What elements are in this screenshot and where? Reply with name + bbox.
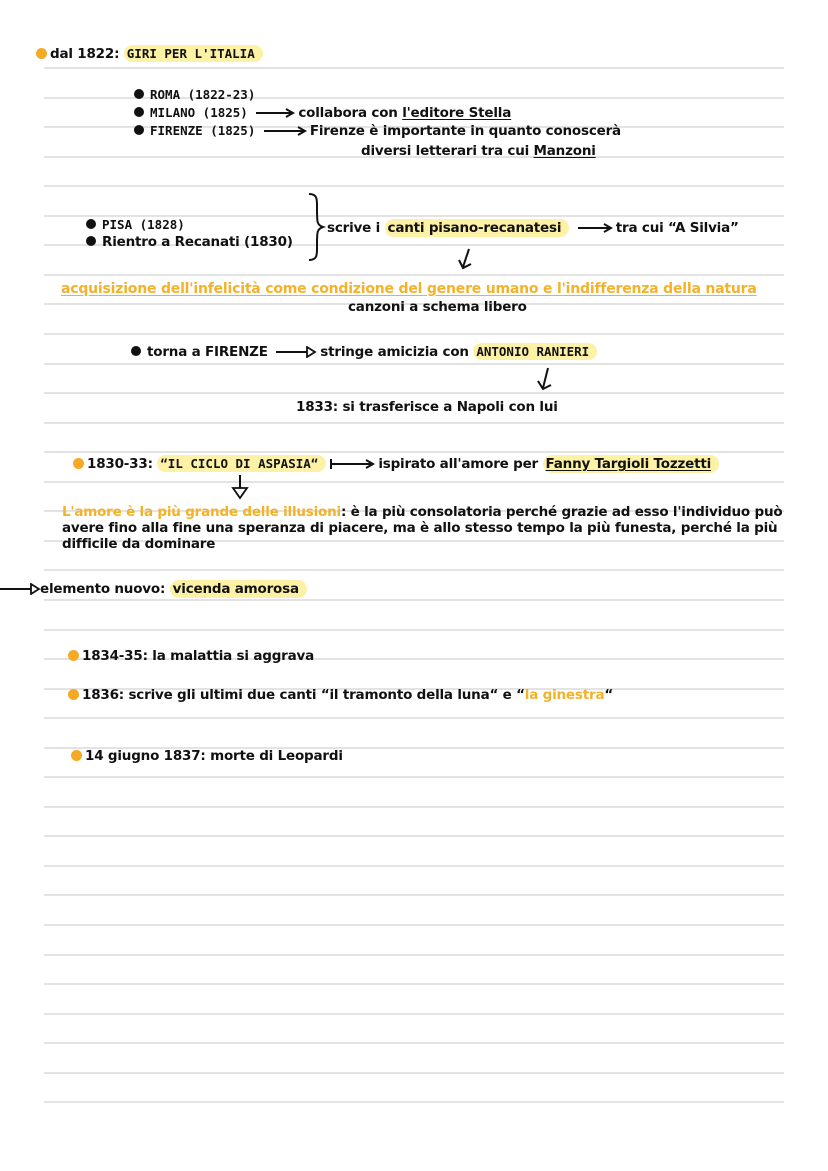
rule-line <box>44 481 784 483</box>
right-arrow-icon <box>329 458 375 470</box>
hollow-arrow-icon <box>0 583 40 595</box>
rule-line <box>44 894 784 896</box>
down-arrow-icon <box>535 366 555 392</box>
hollow-arrow-icon <box>275 346 317 358</box>
rule-line <box>44 717 784 719</box>
rule-line <box>44 1042 784 1044</box>
city-item-milano: MILANO (1825) collabora con l'editore Stella <box>134 104 511 122</box>
rule-line <box>44 1013 784 1015</box>
city-item-recanati: Rientro a Recanati (1830) <box>86 233 293 251</box>
aspasia-highlight: “IL CICLO DI ASPASIA“ <box>157 455 326 472</box>
amore-orange-text: L'amore è la più grande delle illusioni <box>62 504 341 520</box>
rule-line <box>44 599 784 601</box>
firenze-note-line2: diversi letterari tra cui Manzoni <box>361 143 596 159</box>
ranieri-highlight: ANTONIO RANIERI <box>473 343 597 360</box>
black-bullet-icon <box>86 219 96 229</box>
rule-line <box>44 363 784 365</box>
rule-line <box>44 1101 784 1103</box>
rule-line <box>44 983 784 985</box>
rule-line <box>44 569 784 571</box>
orange-bullet-icon <box>71 750 82 761</box>
city-item-pisa: PISA (1828) <box>86 216 185 234</box>
down-arrow-icon <box>456 247 476 271</box>
curly-brace-icon <box>306 192 326 262</box>
rule-line <box>44 954 784 956</box>
rule-line <box>44 865 784 867</box>
rule-line <box>44 185 784 187</box>
heading-title-highlight: GIRI PER L'ITALIA <box>124 45 263 62</box>
timeline-item-1836: 1836: scrive gli ultimi due canti “il tramonto della luna“ e “la ginestra“ <box>68 686 613 704</box>
canzoni-note: canzoni a schema libero <box>348 299 527 315</box>
city-item-roma: ROMA (1822-23) <box>134 86 255 104</box>
black-bullet-icon <box>131 346 141 356</box>
torna-firenze-line: torna a FIRENZE stringe amicizia con ANTONIO RANIERI <box>131 343 597 361</box>
heading-date: dal 1822: <box>50 46 120 62</box>
canti-highlight: canti pisano-recanatesi <box>385 219 570 237</box>
rule-line <box>44 422 784 424</box>
elemento-nuovo-line: elemento nuovo: vicenda amorosa <box>0 580 307 598</box>
right-arrow-icon <box>263 126 307 136</box>
consequence-underlined: acquisizione dell'infelicità come condizione del genere umano e l'indifferenza della natura <box>61 281 757 297</box>
rule-line <box>44 274 784 276</box>
right-arrow-icon <box>577 223 613 233</box>
orange-bullet-icon <box>68 650 79 661</box>
rule-line <box>44 67 784 69</box>
canti-pisano-recanatesi-line: scrive i canti pisano-recanatesi tra cui “A Silvia” <box>327 220 739 236</box>
black-bullet-icon <box>134 107 144 117</box>
hollow-down-arrow-icon <box>230 474 250 500</box>
napoli-note: 1833: si trasferisce a Napoli con lui <box>296 399 558 415</box>
rule-line <box>44 1072 784 1074</box>
section-heading-giri <box>36 45 263 63</box>
rule-line <box>44 835 784 837</box>
right-arrow-icon <box>255 108 295 118</box>
rule-line <box>44 776 784 778</box>
orange-bullet-icon <box>68 689 79 700</box>
amore-paragraph: L'amore è la più grande delle illusioni: è la più consolatoria perché grazie ad esso l'individuo può avere fino alla fine una speranza di piacere, ma è allo stesso tempo la più funesta, perché la più difficile da dominare <box>62 504 783 552</box>
timeline-item-1837: 14 giugno 1837: morte di Leopardi <box>71 747 343 765</box>
fanny-highlight: Fanny Targioli Tozzetti <box>543 455 720 473</box>
orange-bullet-icon <box>73 458 84 469</box>
orange-bullet-icon <box>36 48 47 59</box>
timeline-item-1834: 1834-35: la malattia si aggrava <box>68 647 314 665</box>
black-bullet-icon <box>134 125 144 135</box>
city-item-firenze: FIRENZE (1825) Firenze è importante in quanto conoscerà <box>134 122 621 140</box>
ciclo-aspasia-line: 1830-33: “IL CICLO DI ASPASIA“ ispirato all'amore per Fanny Targioli Tozzetti <box>73 455 719 473</box>
rule-line <box>44 392 784 394</box>
black-bullet-icon <box>86 236 96 246</box>
rule-line <box>44 451 784 453</box>
rule-line <box>44 924 784 926</box>
black-bullet-icon <box>134 89 144 99</box>
rule-line <box>44 629 784 631</box>
rule-line <box>44 333 784 335</box>
rule-line <box>44 806 784 808</box>
vicenda-highlight: vicenda amorosa <box>170 580 307 598</box>
